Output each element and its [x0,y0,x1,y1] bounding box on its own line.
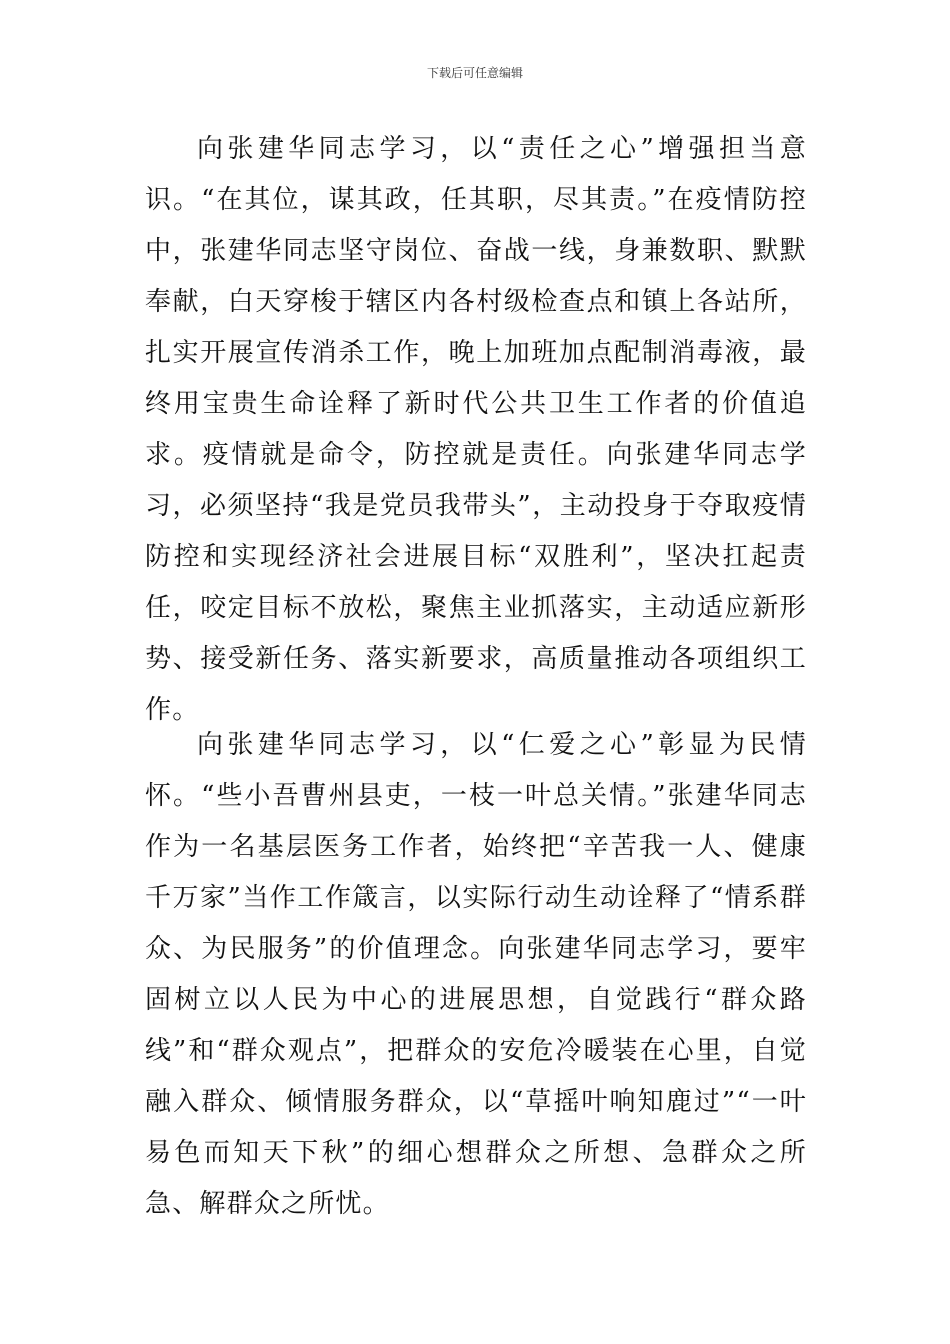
paragraph-benevolence: 向张建华同志学习，以“仁爱之心”彰显为民情怀。“些小吾曹州县吏，一枝一叶总关情。”张建华同志作为一名基层医务工作者，始终把“辛苦我一人、健康千万家”当作工作箴言，以实际行动生动诠释了“情系群众、为民服务”的价值理念。向张建华同志学习，要牢固树立以人民为中心的进展思想，自觉践行“群众路线”和“群众观点”，把群众的安危冷暖装在心里，自觉融入群众、倾情服务群众，以“草摇叶响知鹿过”“一叶易色而知天下秋”的细心想群众之所想、急群众之所急、解群众之所忧。 [145,730,807,1219]
page-header: 下载后可任意编辑 [426,66,523,80]
paragraph-responsibility: 向张建华同志学习，以“责任之心”增强担当意识。“在其位，谋其政，任其职，尽其责。”在疫情防控中，张建华同志坚守岗位、奋战一线，身兼数职、默默奉献，白天穿梭于辖区内各村级检查点和镇上各站所，扎实开展宣传消杀工作，晚上加班加点配制消毒液，最终用宝贵生命诠释了新时代公共卫生工作者的价值追求。疫情就是命令，防控就是责任。向张建华同志学习，必须坚持“我是党员我带头”，主动投身于夺取疫情防控和实现经济社会进展目标“双胜利”，坚决扛起责任，咬定目标不放松，聚焦主业抓落实，主动适应新形势、接受新任务、落实新要求，高质量推动各项组织工作。 [145,134,807,725]
